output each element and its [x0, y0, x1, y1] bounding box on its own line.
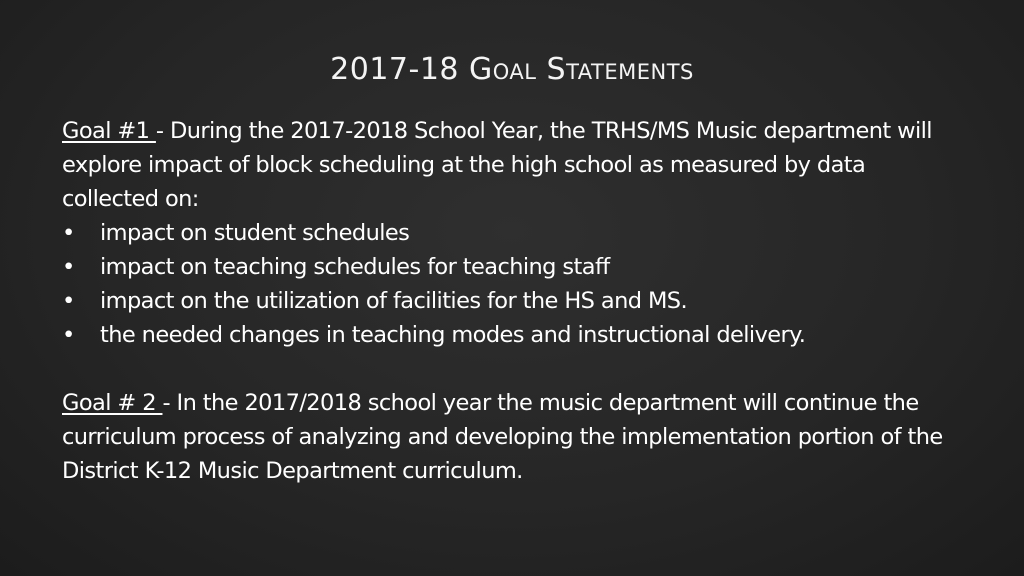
list-item — [62, 250, 952, 284]
goal-2-text: - In the 2017/2018 school year the music department will continue the curriculum process of analyzing and developing the implementation portion of the District K-12 Music Department curriculum. — [62, 390, 943, 484]
list-item — [62, 318, 952, 352]
goal-1-text: - During the 2017-2018 School Year, the TRHS/MS Music department will explore impact of block scheduling at the high school as measured by data collected on: — [62, 118, 932, 212]
goal-1-paragraph — [62, 114, 952, 216]
goal-1-bullet-list — [62, 216, 952, 352]
goal-1-label: Goal #1 — [62, 118, 156, 144]
bullet-text: the needed changes in teaching modes and instructional delivery. — [100, 322, 806, 348]
list-item — [62, 284, 952, 318]
spacer — [62, 352, 952, 386]
bullet-icon: • — [62, 220, 75, 246]
slide-title: 2017-18 Goal Statements — [330, 52, 694, 87]
bullet-icon: • — [62, 322, 75, 348]
bullet-icon: • — [62, 254, 75, 280]
slide-body — [62, 114, 952, 488]
goal-2-paragraph — [62, 386, 952, 488]
bullet-icon: • — [62, 288, 75, 314]
list-item — [62, 216, 952, 250]
bullet-text: impact on the utilization of facilities for the HS and MS. — [100, 288, 688, 314]
bullet-text: impact on student schedules — [100, 220, 410, 246]
goal-2-label: Goal # 2 — [62, 390, 163, 416]
bullet-text: impact on teaching schedules for teaching staff — [100, 254, 610, 280]
